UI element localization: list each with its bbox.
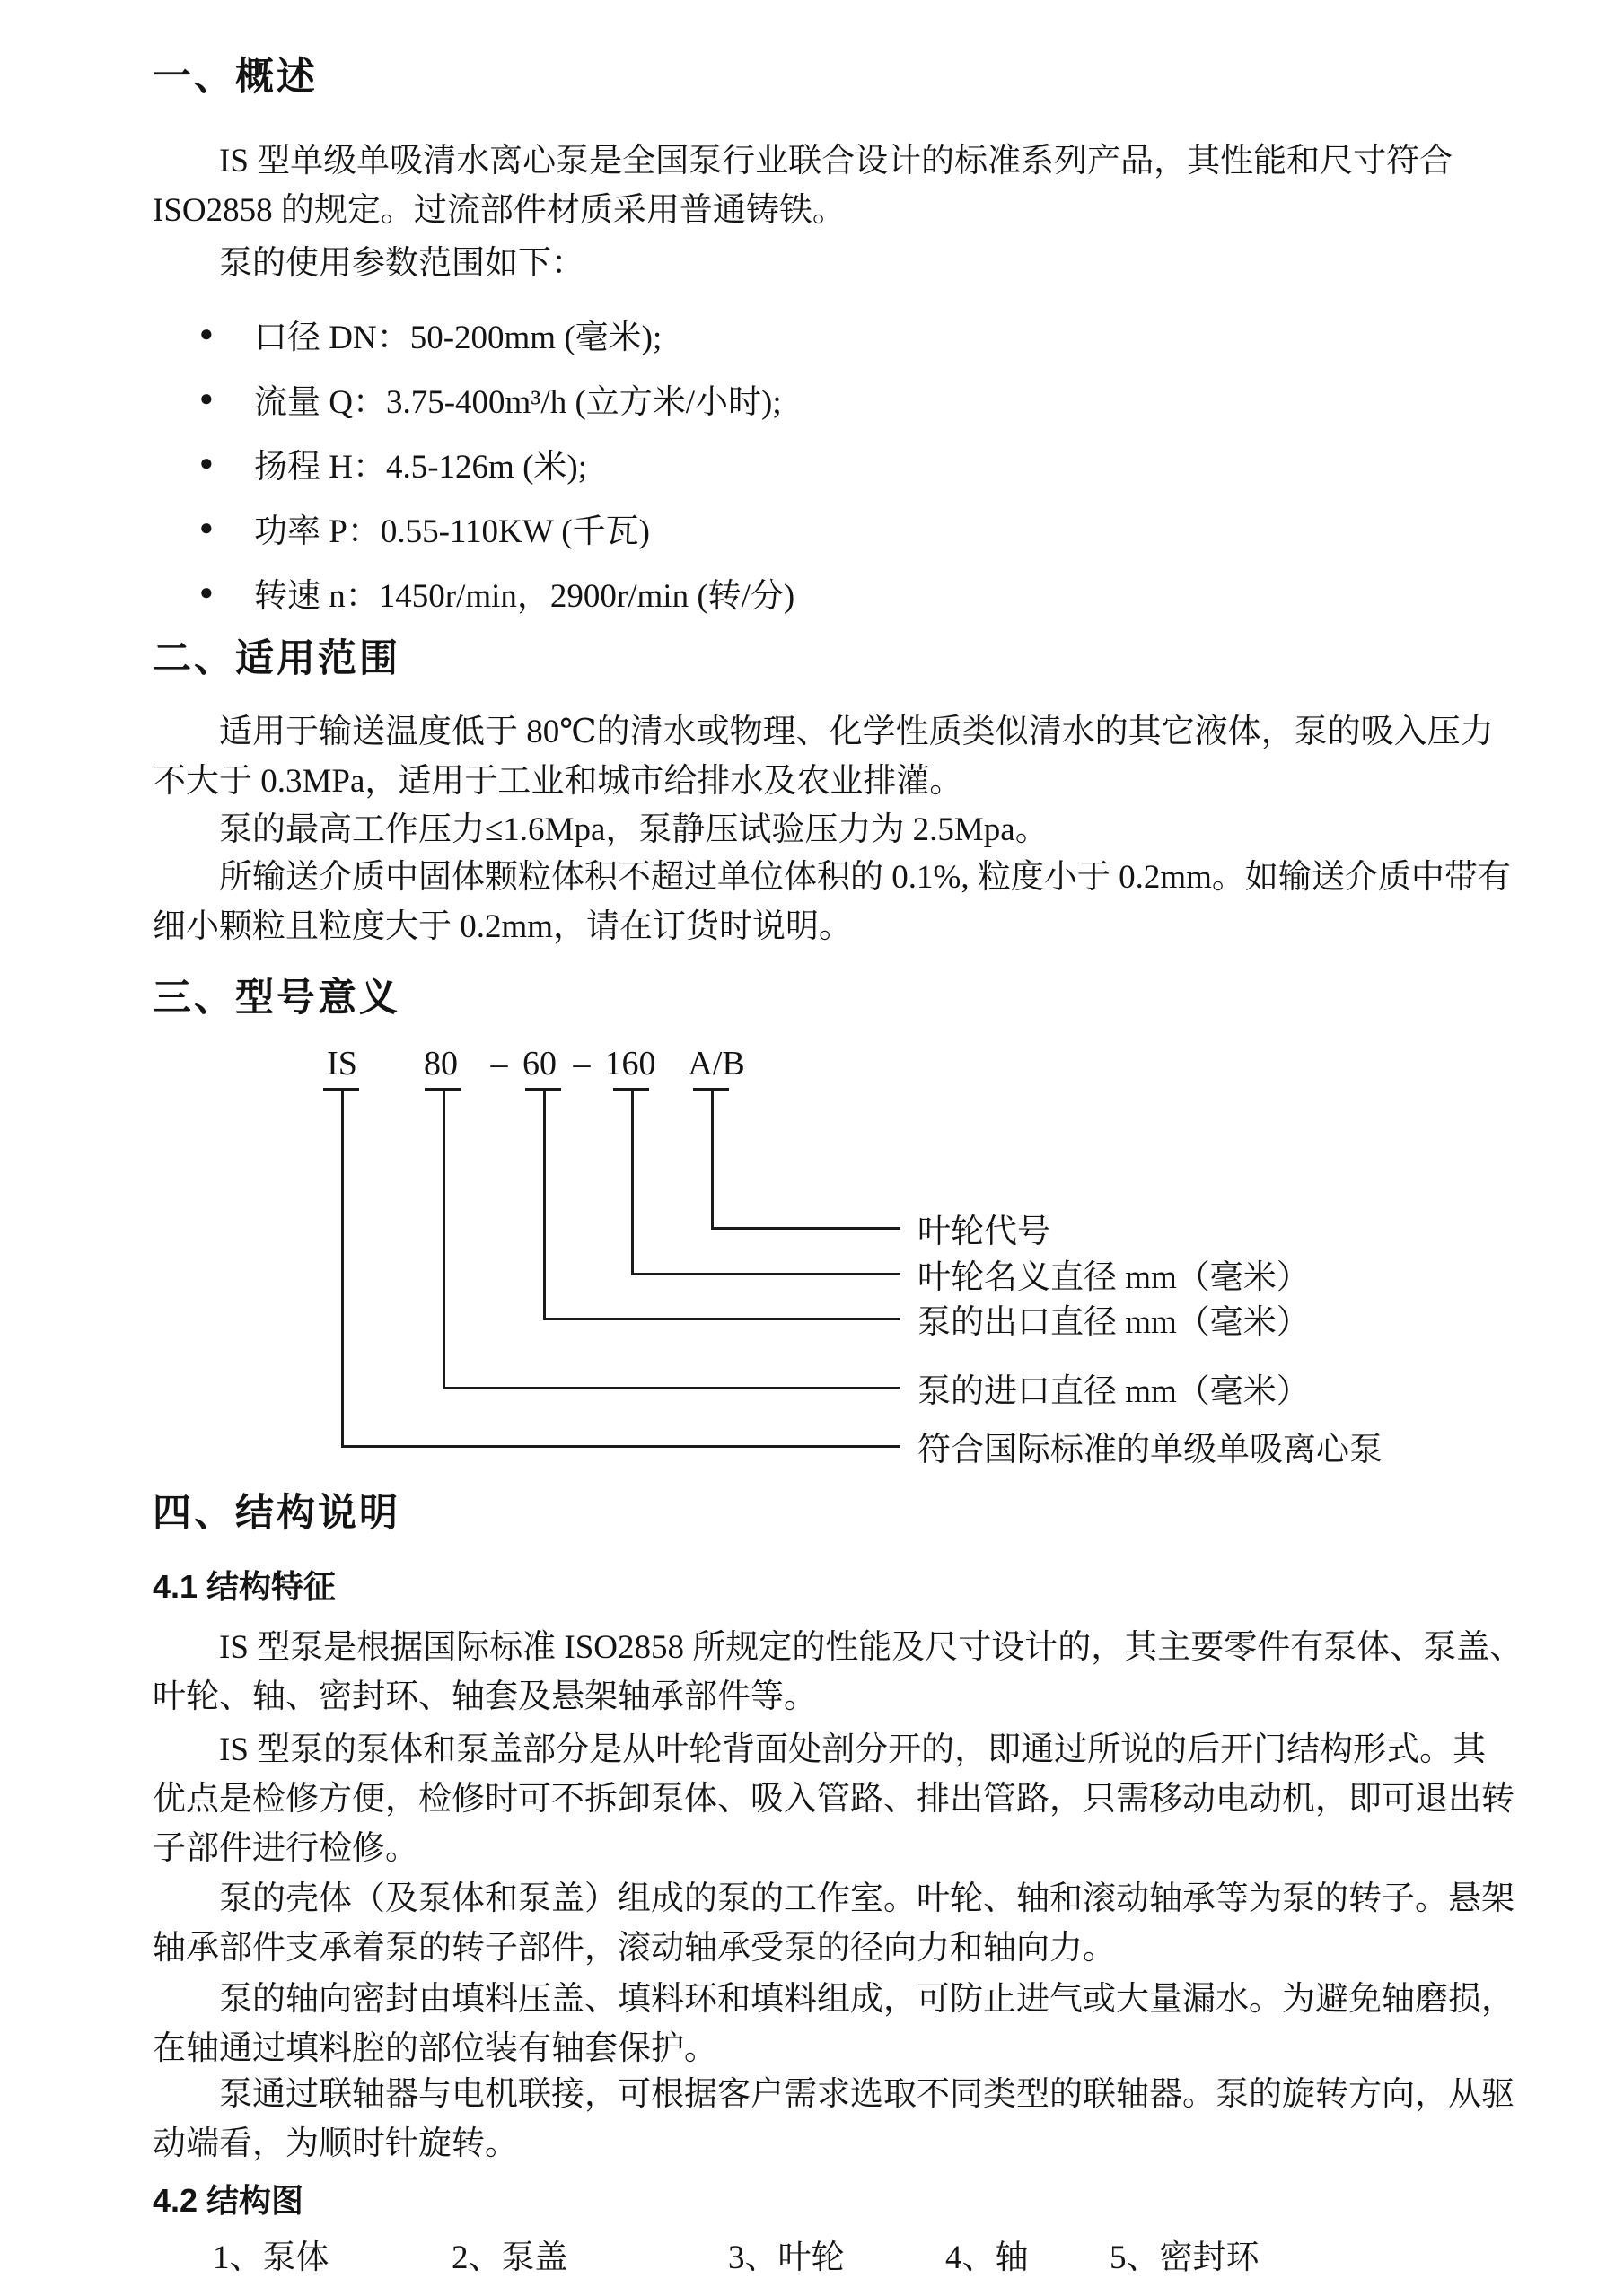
text-line: IS 型泵的泵体和泵盖部分是从叶轮背面处剖分开的，即通过所说的后开门结构形式。其 bbox=[219, 1731, 1487, 1768]
paragraph-parameters-lead bbox=[153, 239, 584, 288]
bullet-icon: ● bbox=[199, 450, 214, 476]
model-token-series: IS bbox=[327, 1045, 357, 1082]
text-line: IS 型泵是根据国际标准 ISO2858 所规定的性能及尺寸设计的，其主要零件有泵体、泵盖、 bbox=[219, 1629, 1523, 1666]
part-label-shaft: 4、轴 bbox=[945, 2239, 1029, 2276]
paragraph-application-3 bbox=[153, 853, 1511, 951]
model-token-outlet: 60 bbox=[522, 1045, 557, 1082]
diagram-label-impeller-code: 叶轮代号 bbox=[917, 1214, 1050, 1250]
part-label-pump-body: 1、泵体 bbox=[213, 2239, 329, 2276]
text-line: 轴承部件支承着泵的转子部件，滚动轴承受泵的径向力和轴向力。 bbox=[153, 1930, 1116, 1967]
text-line: ISO2858 的规定。过流部件材质采用普通铸铁。 bbox=[153, 192, 846, 229]
section-heading-structure: 四、结构说明 bbox=[153, 1492, 400, 1535]
diagram-label-series: 符合国际标准的单级单吸离心泵 bbox=[917, 1432, 1383, 1468]
text-line: 优点是检修方便，检修时可不拆卸泵体、吸入管路、排出管路，只需移动电动机，即可退出转 bbox=[153, 1781, 1514, 1818]
part-label-impeller: 3、叶轮 bbox=[728, 2239, 845, 2276]
subheading-structure-drawing: 4.2 结构图 bbox=[153, 2182, 304, 2219]
text-line: 泵的壳体（及泵体和泵盖）组成的泵的工作室。叶轮、轴和滚动轴承等为泵的转子。悬架 bbox=[219, 1880, 1514, 1917]
model-token-impeller-diameter: 160 bbox=[604, 1045, 656, 1082]
subheading-structure-features: 4.1 结构特征 bbox=[153, 1568, 337, 1605]
list-item bbox=[199, 302, 662, 366]
diagram-label-impeller-diameter: 叶轮名义直径 mm（毫米） bbox=[917, 1259, 1310, 1296]
list-item bbox=[199, 495, 650, 560]
text-line: 泵的轴向密封由填料压盖、填料环和填料组成，可防止进气或大量漏水。为避免轴磨损， bbox=[219, 1981, 1514, 2018]
bullet-icon: ● bbox=[199, 385, 214, 411]
bullet-text: 口径 DN：50-200mm (毫米); bbox=[254, 320, 663, 356]
model-token-dash: – bbox=[490, 1045, 508, 1082]
paragraph-structure-1 bbox=[153, 1623, 1523, 1722]
bullet-icon: ● bbox=[199, 579, 214, 605]
bullet-icon: ● bbox=[199, 320, 214, 346]
text-line: 叶轮、轴、密封环、轴套及悬架轴承部件等。 bbox=[153, 1678, 817, 1715]
text-line: 所输送介质中固体颗粒体积不超过单位体积的 0.1%, 粒度小于 0.2mm。如输送介质中带有 bbox=[219, 859, 1511, 896]
bullet-icon: ● bbox=[199, 514, 214, 540]
section-heading-application: 二、适用范围 bbox=[153, 637, 400, 680]
model-token-inlet: 80 bbox=[424, 1045, 458, 1082]
section-heading-model: 三、型号意义 bbox=[153, 977, 400, 1020]
text-line: 泵通过联轴器与电机联接，可根据客户需求选取不同类型的联轴器。泵的旋转方向，从驱 bbox=[219, 2076, 1514, 2113]
connector-line bbox=[711, 1090, 900, 1230]
paragraph-structure-5 bbox=[153, 2070, 1514, 2169]
bullet-text: 转速 n：1450r/min，2900r/min (转/分) bbox=[254, 578, 795, 615]
text-line: IS 型单级单吸清水离心泵是全国泵行业联合设计的标准系列产品，其性能和尺寸符合 bbox=[219, 143, 1453, 180]
list-item bbox=[199, 431, 587, 495]
diagram-label-outlet-diameter: 泵的出口直径 mm（毫米） bbox=[917, 1304, 1310, 1341]
text-line: 泵的使用参数范围如下： bbox=[219, 245, 584, 282]
model-token-impeller-code: A/B bbox=[688, 1045, 745, 1082]
text-line: 适用于输送温度低于 80℃的清水或物理、化学性质类似清水的其它液体，泵的吸入压力 bbox=[219, 714, 1494, 750]
text-line: 动端看，为顺时针旋转。 bbox=[153, 2125, 518, 2162]
text-line: 细小颗粒且粒度大于 0.2mm，请在订货时说明。 bbox=[153, 908, 853, 945]
text-line: 泵的最高工作压力≤1.6Mpa，泵静压试验压力为 2.5Mpa。 bbox=[219, 811, 1049, 848]
text-line: 子部件进行检修。 bbox=[153, 1830, 418, 1867]
bullet-text: 功率 P：0.55-110KW (千瓦) bbox=[254, 513, 650, 550]
list-item bbox=[199, 560, 794, 625]
diagram-label-inlet-diameter: 泵的进口直径 mm（毫米） bbox=[917, 1373, 1310, 1410]
paragraph-structure-2 bbox=[153, 1725, 1514, 1873]
paragraph-structure-4 bbox=[153, 1975, 1514, 2073]
text-line: 不大于 0.3MPa，适用于工业和城市给排水及农业排灌。 bbox=[153, 763, 963, 800]
model-token-dash: – bbox=[573, 1045, 591, 1082]
paragraph-overview-intro bbox=[153, 136, 1453, 235]
paragraph-structure-3 bbox=[153, 1874, 1514, 1973]
list-item bbox=[199, 366, 782, 431]
paragraph-application-2 bbox=[153, 805, 1049, 854]
part-label-seal-ring: 5、密封环 bbox=[1110, 2239, 1260, 2276]
text-line: 在轴通过填料腔的部位装有轴套保护。 bbox=[153, 2030, 717, 2067]
part-label-pump-cover: 2、泵盖 bbox=[452, 2239, 568, 2276]
paragraph-application-1 bbox=[153, 707, 1494, 806]
section-heading-overview: 一、概述 bbox=[153, 56, 318, 99]
bullet-text: 扬程 H：4.5-126m (米); bbox=[254, 449, 587, 486]
bullet-text: 流量 Q：3.75-400m³/h (立方米/小时); bbox=[254, 384, 782, 421]
